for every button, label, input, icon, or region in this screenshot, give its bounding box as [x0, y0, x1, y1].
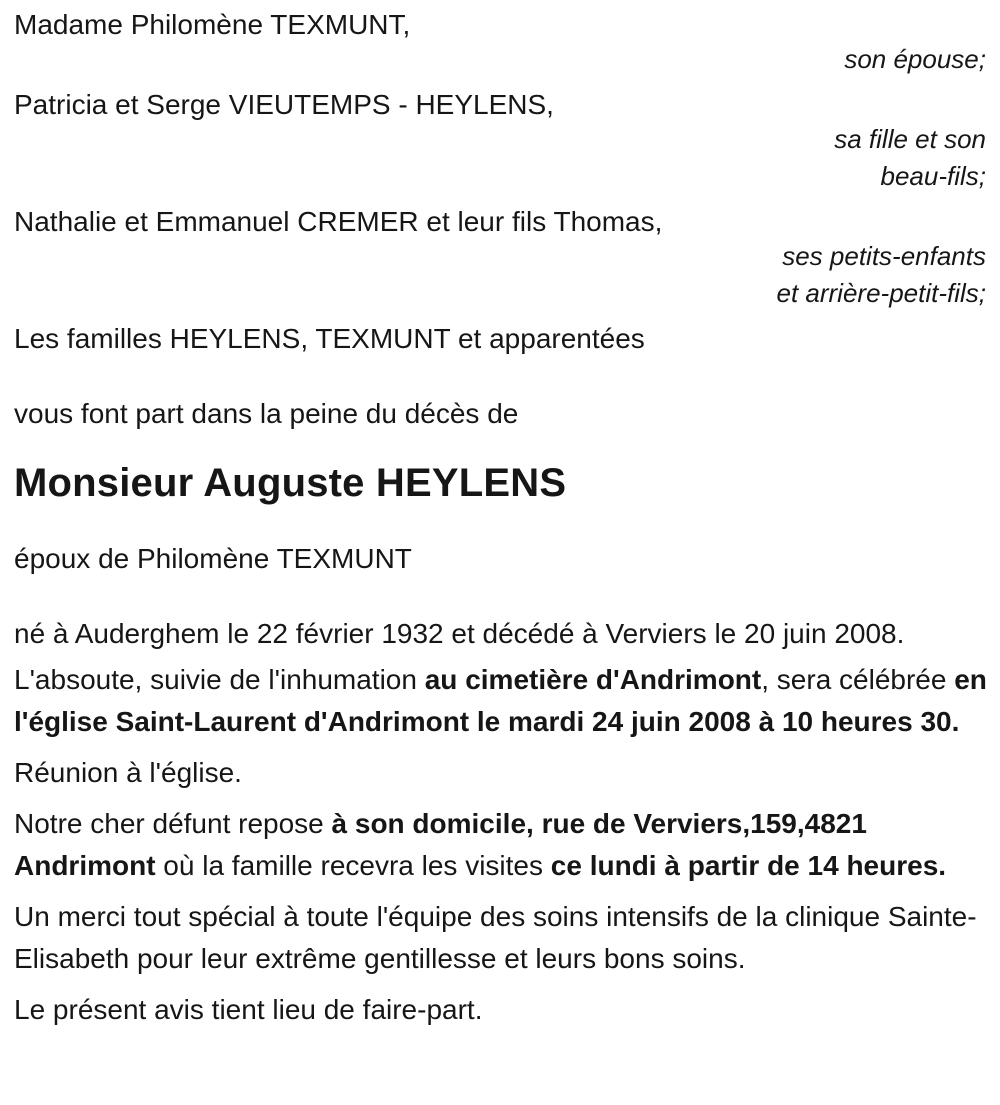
birth-death-line: né à Auderghem le 22 février 1932 et décédé à Verviers le 20 juin 2008. — [14, 618, 905, 649]
plain-text: Notre cher défunt repose — [14, 808, 332, 839]
thanks-paragraph: Un merci tout spécial à toute l'équipe des soins intensifs de la clinique Sainte-Elisabeth pour leur extrême gentillesse et leurs bons soins. — [14, 901, 977, 974]
plain-text: où la famille recevra les visites — [155, 850, 551, 881]
emphasized-text: au cimetière d'Andrimont — [424, 664, 762, 695]
family-member-name: Madame Philomène TEXMUNT, — [14, 9, 411, 40]
family-member-name: Patricia et Serge VIEUTEMPS - HEYLENS, — [14, 89, 554, 120]
plain-text: L'absoute, suivie de l'inhumation — [14, 664, 425, 695]
family-relation: beau-fils; — [880, 161, 986, 191]
family-relation: et arrière-petit-fils; — [776, 278, 986, 308]
family-relation: son épouse; — [844, 44, 986, 74]
meeting-line: Réunion à l'église. — [14, 757, 242, 788]
ceremony-paragraph — [14, 659, 988, 743]
visits-paragraph — [14, 803, 988, 887]
family-member-name: Les familles HEYLENS, TEXMUNT et apparentées — [14, 323, 645, 354]
intro-line: vous font part dans la peine du décès de — [14, 398, 519, 429]
plain-text: , sera célébrée — [761, 664, 955, 695]
spouse-line: époux de Philomène TEXMUNT — [14, 543, 412, 574]
family-relation: sa fille et son — [834, 124, 986, 154]
family-member-name: Nathalie et Emmanuel CREMER et leur fils Thomas, — [14, 206, 663, 237]
closing-line: Le présent avis tient lieu de faire-part. — [14, 994, 483, 1025]
deceased-name-title: Monsieur Auguste HEYLENS — [14, 461, 567, 505]
emphasized-text: ce lundi à partir de 14 heures. — [550, 850, 947, 881]
emphasized-text: à son domicile, rue de Verviers,159,4821 Andrimont — [14, 808, 867, 881]
family-relation: ses petits-enfants — [782, 241, 986, 271]
emphasized-text: en l'église Saint-Laurent d'Andrimont le mardi 24 juin 2008 à 10 heures 30. — [14, 664, 987, 737]
